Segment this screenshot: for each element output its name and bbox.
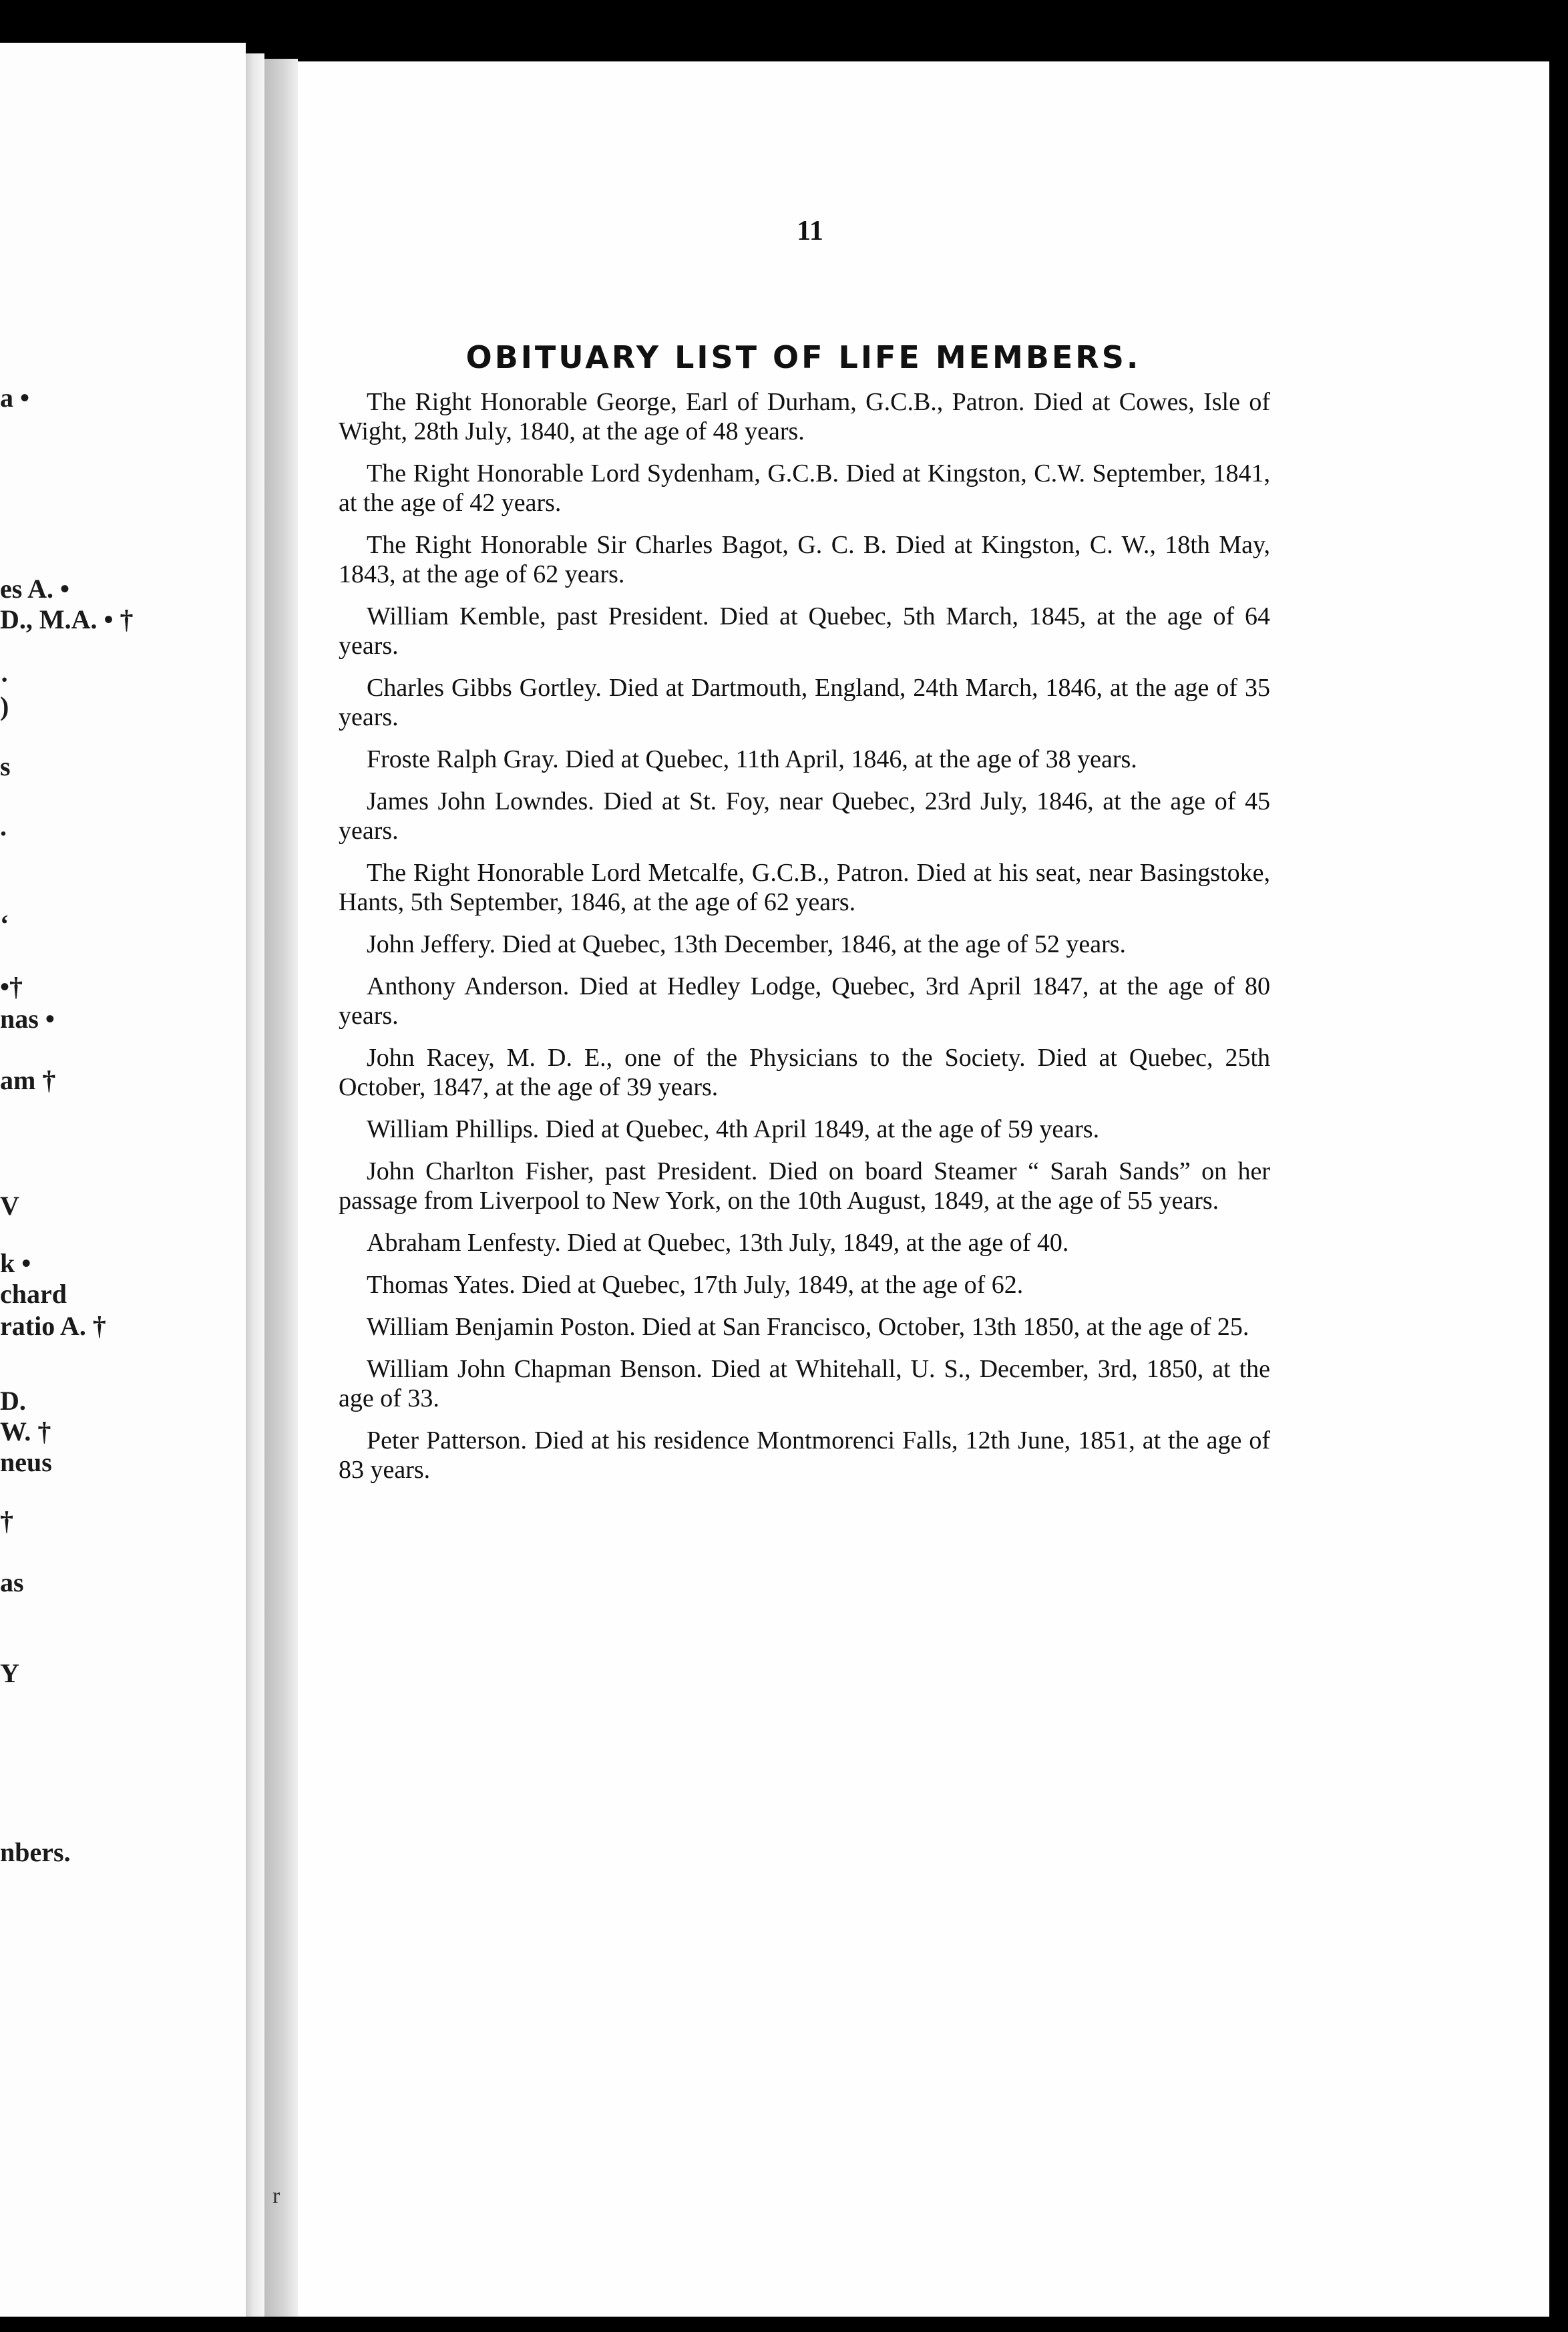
obituary-entry: The Right Honorable Lord Metcalfe, G.C.B., Patron. Died at his seat, near Basingstoke, Hants, 5th September, 1846, at the age of 62 years. [339,859,1270,916]
left-fragment: es A. • [0,574,70,604]
left-fragment: V [0,1191,19,1221]
margin-mark: r [272,2184,280,2208]
obituary-entry: William Benjamin Poston. Died at San Francisco, October, 13th 1850, at the age of 25. [367,1313,1249,1341]
left-fragment: neus [0,1447,52,1477]
obituary-entry: Anthony Anderson. Died at Hedley Lodge, Quebec, 3rd April 1847, at the age of 80 years. [339,972,1270,1030]
left-fragment: a • [0,383,30,413]
left-fragment: s [0,751,11,781]
left-fragment: . [0,811,7,841]
obituary-entry: The Right Honorable Sir Charles Bagot, G. C. B. Died at Kingston, C. W., 18th May, 1843, at the age of 62 years. [339,531,1270,588]
left-fragment: •† [0,972,23,1002]
page-number: 11 [797,216,823,246]
obituary-entry: William Phillips. Died at Quebec, 4th April 1849, at the age of 59 years. [367,1115,1100,1143]
left-fragment: nbers. [0,1837,71,1867]
book-gutter-shadow [264,59,298,2317]
obituary-entry: Froste Ralph Gray. Died at Quebec, 11th April, 1846, at the age of 38 years. [367,745,1137,773]
obituary-entry: John Racey, M. D. E., one of the Physicians to the Society. Died at Quebec, 25th October, 1847, at the age of 39 years. [339,1044,1270,1101]
left-fragment: ratio A. † [0,1311,106,1341]
obituary-entry: William Kemble, past President. Died at Quebec, 5th March, 1845, at the age of 64 years. [339,602,1270,660]
obituary-entry: Abraham Lenfesty. Died at Quebec, 13th July, 1849, at the age of 40. [367,1229,1069,1257]
obituary-entry: John Charlton Fisher, past President. Died on board Steamer “ Sarah Sands” on her passage from Liverpool to New York, on the 10th August, 1849, at the age of 55 years. [339,1157,1270,1215]
left-fragment: · [0,664,9,695]
left-fragment: W. † [0,1416,51,1446]
left-fragment: ) [0,691,9,721]
left-fragment: Y [0,1658,19,1688]
obituary-entry: The Right Honorable George, Earl of Durham, G.C.B., Patron. Died at Cowes, Isle of Wight, 28th July, 1840, at the age of 48 years. [339,388,1270,445]
obituary-entry: John Jeffery. Died at Quebec, 13th December, 1846, at the age of 52 years. [367,930,1127,958]
obituary-entry: Thomas Yates. Died at Quebec, 17th July, 1849, at the age of 62. [367,1271,1024,1299]
left-fragment: as [0,1567,24,1597]
obituary-entry: Peter Patterson. Died at his residence Montmorenci Falls, 12th June, 1851, at the age of 83 years. [339,1426,1270,1484]
obituary-entry: James John Lowndes. Died at St. Foy, near Quebec, 23rd July, 1846, at the age of 45 years. [339,787,1270,845]
obituary-list [339,387,1270,1497]
left-fragment: am † [0,1065,56,1095]
left-page-edge [0,43,246,2317]
page-title: OBITUARY LIST OF LIFE MEMBERS. [465,339,1141,375]
obituary-entry: William John Chapman Benson. Died at Whitehall, U. S., December, 3rd, 1850, at the age of 33. [339,1355,1270,1412]
left-fragment: nas • [0,1004,55,1034]
left-fragment: D. [0,1386,26,1416]
left-fragment: D., M.A. • † [0,604,134,634]
left-fragment: chard [0,1279,67,1309]
obituary-entry: The Right Honorable Lord Sydenham, G.C.B. Died at Kingston, C.W. September, 1841, at the age of 42 years. [339,459,1270,517]
left-fragment: † [0,1506,13,1536]
left-fragment: k • [0,1248,31,1278]
left-fragment: ‘ [0,909,9,939]
obituary-entry: Charles Gibbs Gortley. Died at Dartmouth, England, 24th March, 1846, at the age of 35 years. [339,674,1270,731]
book-gutter [246,53,264,2317]
